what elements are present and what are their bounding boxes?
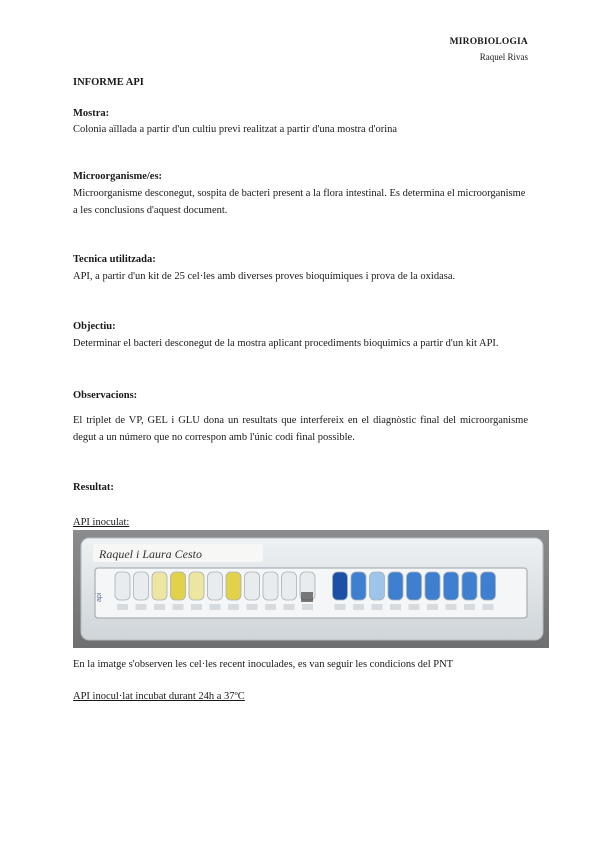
microtube-well (444, 572, 459, 600)
microorganisme-heading: Microorganisme/es: (73, 171, 163, 182)
microtube-well (226, 572, 241, 600)
next-figure-caption: API inocul·lat incubat durant 24h a 37ºC (73, 691, 245, 702)
microtube-cupule (446, 604, 457, 610)
microtube-well (208, 572, 223, 600)
microtube-well (245, 572, 260, 600)
strip-clip (301, 592, 313, 602)
microtube-cupule (265, 604, 276, 610)
microtube-well (282, 572, 297, 600)
microtube-cupule (210, 604, 221, 610)
objectiu-body: Determinar el bacteri desconegut de la mostra aplicant procediments bioquimics a partir d'un kit API. (73, 338, 499, 349)
microtube-well (351, 572, 366, 600)
microtube-cupule (353, 604, 364, 610)
document-title: INFORME API (73, 77, 144, 88)
microtube-cupule (427, 604, 438, 610)
api-strip-illustration (73, 530, 549, 648)
microtube-well (134, 572, 149, 600)
header-author: Raquel Rivas (479, 52, 528, 62)
microtube-cupule (302, 604, 313, 610)
microtube-cupule (335, 604, 346, 610)
observacions-heading: Observacions: (73, 390, 138, 401)
microtube-cupule (154, 604, 165, 610)
microtube-well (152, 572, 167, 600)
microtube-well (189, 572, 204, 600)
microtube-well (115, 572, 130, 600)
microtube-cupule (173, 604, 184, 610)
microtube-cupule (284, 604, 295, 610)
figure-description: En la imatge s'observen les cel·les recent inoculades, es van seguir les condicions del PNT (73, 659, 454, 670)
handwritten-label: Raquel i Laura Cesto (99, 547, 203, 561)
mostra-body: Colonia aïllada a partir d'un cultiu previ realitzat a partir d'una mostra d'orina (73, 124, 398, 135)
microtube-well (481, 572, 496, 600)
microtube-cupule (372, 604, 383, 610)
microorganisme-body: Microorganisme desconegut, sospita de bacteri present a la flora intestinal. Es determina el microorganisme a les conclusions d'aquest document. (73, 188, 526, 216)
microtube-well (407, 572, 422, 600)
microtube-cupule (464, 604, 475, 610)
objectiu-heading: Objectiu: (73, 321, 116, 332)
microtube-cupule (228, 604, 239, 610)
observacions-body: El triplet de VP, GEL i GLU dona un resultats que interfereix en el diagnòstic final del microorganisme degut a un número que no correspon amb l'únic codi final possible. (73, 415, 528, 443)
microtube-cupule (483, 604, 494, 610)
microtube-well (333, 572, 348, 600)
microtube-cupule (390, 604, 401, 610)
tecnica-heading: Tecnica utilitzada: (73, 254, 156, 265)
microtube-cupule (117, 604, 128, 610)
microtube-well (388, 572, 403, 600)
microtube-well (462, 572, 477, 600)
microtube-cupule (409, 604, 420, 610)
mostra-heading: Mostra: (73, 108, 110, 119)
microtube-well (425, 572, 440, 600)
api-logo: api (96, 592, 103, 602)
microtube-cupule (136, 604, 147, 610)
microtube-well (171, 572, 186, 600)
figure-caption-title: API inoculat: (73, 517, 130, 528)
header-subject: MIROBIOLOGIA (449, 37, 528, 47)
microtube-cupule (247, 604, 258, 610)
microtube-well (263, 572, 278, 600)
tecnica-body: API, a partir d'un kit de 25 cel·les amb diverses proves bioquímiques i prova de la oxidasa. (73, 271, 456, 282)
resultat-heading: Resultat: (73, 482, 114, 493)
microtube-cupule (191, 604, 202, 610)
api-strip-photo (73, 530, 549, 648)
microtube-well (370, 572, 385, 600)
